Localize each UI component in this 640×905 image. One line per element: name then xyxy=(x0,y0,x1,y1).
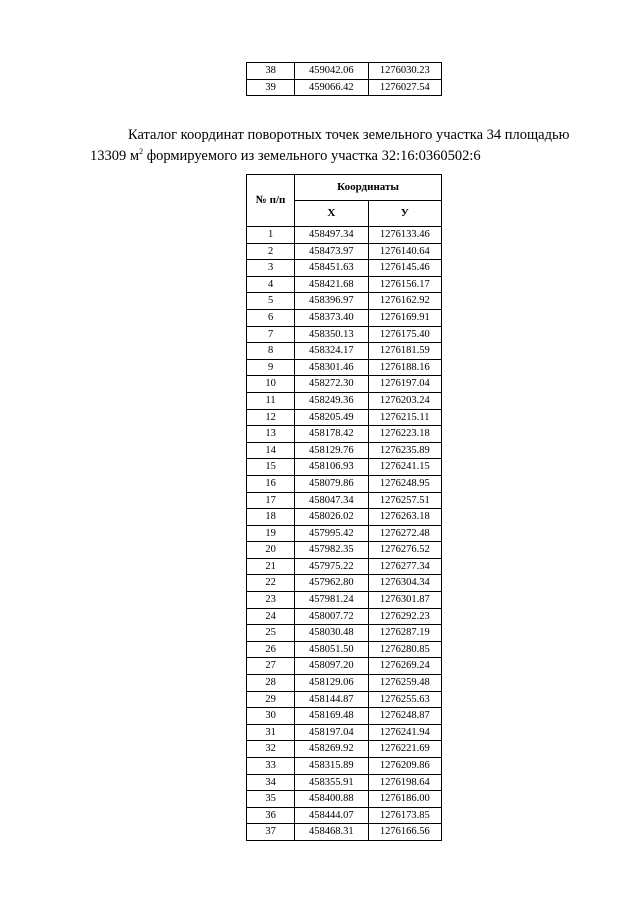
y-coordinate-cell: 1276197.04 xyxy=(368,376,442,393)
y-coordinate-cell: 1276186.00 xyxy=(368,791,442,808)
y-coordinate-cell: 1276133.46 xyxy=(368,227,442,244)
table-row xyxy=(247,791,442,808)
table-row xyxy=(247,442,442,459)
table-row xyxy=(247,758,442,775)
table-row xyxy=(247,79,442,96)
point-number-cell: 5 xyxy=(247,293,295,310)
table-row xyxy=(247,309,442,326)
catalog-heading-text1: Каталог координат поворотных точек земельного участка 34 площадью xyxy=(128,127,570,143)
table-row xyxy=(247,608,442,625)
x-coordinate-cell: 457975.22 xyxy=(295,558,368,575)
point-number-cell: 29 xyxy=(247,691,295,708)
point-number-cell: 7 xyxy=(247,326,295,343)
x-coordinate-cell: 458249.36 xyxy=(295,392,368,409)
point-number-cell: 15 xyxy=(247,459,295,476)
y-coordinate-cell: 1276259.48 xyxy=(368,675,442,692)
point-number-cell: 8 xyxy=(247,343,295,360)
table-row xyxy=(247,708,442,725)
catalog-heading-line1 xyxy=(128,124,569,146)
y-coordinate-cell: 1276145.46 xyxy=(368,260,442,277)
x-coordinate-cell: 458468.31 xyxy=(295,824,368,841)
x-coordinate-cell: 458129.06 xyxy=(295,675,368,692)
x-coordinate-cell: 458079.86 xyxy=(295,475,368,492)
point-number-cell: 24 xyxy=(247,608,295,625)
y-coordinate-cell: 1276272.48 xyxy=(368,525,442,542)
point-number-cell: 21 xyxy=(247,558,295,575)
table-row xyxy=(247,658,442,675)
table-row xyxy=(247,426,442,443)
table-row xyxy=(247,293,442,310)
point-number-cell: 34 xyxy=(247,774,295,791)
y-coordinate-cell: 1276263.18 xyxy=(368,509,442,526)
x-coordinate-cell: 458373.40 xyxy=(295,309,368,326)
x-coordinate-cell: 458301.46 xyxy=(295,359,368,376)
x-coordinate-cell: 458144.87 xyxy=(295,691,368,708)
point-number-cell: 9 xyxy=(247,359,295,376)
point-number-cell: 17 xyxy=(247,492,295,509)
header-point-number: № п/п xyxy=(247,175,295,227)
area-unit-superscript: 2 xyxy=(139,147,144,157)
coordinates-table-header xyxy=(247,175,442,227)
point-number-cell: 31 xyxy=(247,724,295,741)
previous-coordinates-table xyxy=(246,62,442,96)
y-coordinate-cell: 1276169.91 xyxy=(368,309,442,326)
catalog-heading-line2 xyxy=(90,145,481,167)
point-number-cell: 35 xyxy=(247,791,295,808)
x-coordinate-cell: 458178.42 xyxy=(295,426,368,443)
y-coordinate-cell: 1276248.95 xyxy=(368,475,442,492)
x-coordinate-cell: 459042.06 xyxy=(295,63,368,80)
table-row xyxy=(247,641,442,658)
table-row xyxy=(247,525,442,542)
y-coordinate-cell: 1276223.18 xyxy=(368,426,442,443)
y-coordinate-cell: 1276181.59 xyxy=(368,343,442,360)
x-coordinate-cell: 458197.04 xyxy=(295,724,368,741)
point-number-cell: 36 xyxy=(247,807,295,824)
x-coordinate-cell: 458355.91 xyxy=(295,774,368,791)
y-coordinate-cell: 1276241.15 xyxy=(368,459,442,476)
y-coordinate-cell: 1276255.63 xyxy=(368,691,442,708)
table-row xyxy=(247,542,442,559)
x-coordinate-cell: 458205.49 xyxy=(295,409,368,426)
table-row xyxy=(247,326,442,343)
point-number-cell: 14 xyxy=(247,442,295,459)
table-row xyxy=(247,824,442,841)
y-coordinate-cell: 1276276.52 xyxy=(368,542,442,559)
table-row xyxy=(247,343,442,360)
table-row xyxy=(247,575,442,592)
point-number-cell: 12 xyxy=(247,409,295,426)
table-row xyxy=(247,625,442,642)
y-coordinate-cell: 1276175.40 xyxy=(368,326,442,343)
table-row xyxy=(247,724,442,741)
point-number-cell: 4 xyxy=(247,276,295,293)
table-row xyxy=(247,492,442,509)
point-number-cell: 38 xyxy=(247,63,295,80)
table-row xyxy=(247,691,442,708)
table-row xyxy=(247,475,442,492)
point-number-cell: 13 xyxy=(247,426,295,443)
table-row xyxy=(247,392,442,409)
y-coordinate-cell: 1276188.16 xyxy=(368,359,442,376)
previous-coordinates-body xyxy=(247,63,442,96)
y-coordinate-cell: 1276241.94 xyxy=(368,724,442,741)
y-coordinate-cell: 1276280.85 xyxy=(368,641,442,658)
point-number-cell: 22 xyxy=(247,575,295,592)
table-row xyxy=(247,675,442,692)
coordinates-table xyxy=(246,174,442,841)
table-row xyxy=(247,592,442,609)
header-coordinates: Координаты xyxy=(295,175,442,201)
y-coordinate-cell: 1276304.34 xyxy=(368,575,442,592)
y-coordinate-cell: 1276162.92 xyxy=(368,293,442,310)
y-coordinate-cell: 1276269.24 xyxy=(368,658,442,675)
y-coordinate-cell: 1276301.87 xyxy=(368,592,442,609)
point-number-cell: 33 xyxy=(247,758,295,775)
x-coordinate-cell: 457982.35 xyxy=(295,542,368,559)
table-row xyxy=(247,807,442,824)
point-number-cell: 37 xyxy=(247,824,295,841)
table-row xyxy=(247,741,442,758)
point-number-cell: 25 xyxy=(247,625,295,642)
x-coordinate-cell: 457981.24 xyxy=(295,592,368,609)
x-coordinate-cell: 458497.34 xyxy=(295,227,368,244)
table-row xyxy=(247,376,442,393)
y-coordinate-cell: 1276287.19 xyxy=(368,625,442,642)
x-coordinate-cell: 458272.30 xyxy=(295,376,368,393)
point-number-cell: 6 xyxy=(247,309,295,326)
table-row xyxy=(247,558,442,575)
header-x: X xyxy=(295,201,368,227)
y-coordinate-cell: 1276235.89 xyxy=(368,442,442,459)
x-coordinate-cell: 458129.76 xyxy=(295,442,368,459)
x-coordinate-cell: 458324.17 xyxy=(295,343,368,360)
table-row xyxy=(247,774,442,791)
table-row xyxy=(247,276,442,293)
x-coordinate-cell: 458026.02 xyxy=(295,509,368,526)
x-coordinate-cell: 457962.80 xyxy=(295,575,368,592)
x-coordinate-cell: 458350.13 xyxy=(295,326,368,343)
point-number-cell: 28 xyxy=(247,675,295,692)
point-number-cell: 2 xyxy=(247,243,295,260)
x-coordinate-cell: 458315.89 xyxy=(295,758,368,775)
x-coordinate-cell: 458030.48 xyxy=(295,625,368,642)
y-coordinate-cell: 1276209.86 xyxy=(368,758,442,775)
point-number-cell: 20 xyxy=(247,542,295,559)
point-number-cell: 23 xyxy=(247,592,295,609)
x-coordinate-cell: 457995.42 xyxy=(295,525,368,542)
x-coordinate-cell: 458421.68 xyxy=(295,276,368,293)
y-coordinate-cell: 1276156.17 xyxy=(368,276,442,293)
x-coordinate-cell: 458047.34 xyxy=(295,492,368,509)
y-coordinate-cell: 1276027.54 xyxy=(368,79,441,96)
x-coordinate-cell: 458051.50 xyxy=(295,641,368,658)
x-coordinate-cell: 459066.42 xyxy=(295,79,368,96)
point-number-cell: 3 xyxy=(247,260,295,277)
y-coordinate-cell: 1276203.24 xyxy=(368,392,442,409)
y-coordinate-cell: 1276173.85 xyxy=(368,807,442,824)
y-coordinate-cell: 1276030.23 xyxy=(368,63,441,80)
y-coordinate-cell: 1276221.69 xyxy=(368,741,442,758)
header-y: У xyxy=(368,201,442,227)
x-coordinate-cell: 458097.20 xyxy=(295,658,368,675)
x-coordinate-cell: 458269.92 xyxy=(295,741,368,758)
point-number-cell: 26 xyxy=(247,641,295,658)
point-number-cell: 30 xyxy=(247,708,295,725)
point-number-cell: 18 xyxy=(247,509,295,526)
y-coordinate-cell: 1276292.23 xyxy=(368,608,442,625)
x-coordinate-cell: 458396.97 xyxy=(295,293,368,310)
x-coordinate-cell: 458106.93 xyxy=(295,459,368,476)
table-row xyxy=(247,409,442,426)
y-coordinate-cell: 1276166.56 xyxy=(368,824,442,841)
x-coordinate-cell: 458444.07 xyxy=(295,807,368,824)
source-parcel-text: формируемого из земельного участка 32:16:0360502:6 xyxy=(143,148,481,164)
point-number-cell: 19 xyxy=(247,525,295,542)
x-coordinate-cell: 458169.48 xyxy=(295,708,368,725)
point-number-cell: 10 xyxy=(247,376,295,393)
header-row-1 xyxy=(247,175,442,201)
point-number-cell: 11 xyxy=(247,392,295,409)
x-coordinate-cell: 458007.72 xyxy=(295,608,368,625)
x-coordinate-cell: 458451.63 xyxy=(295,260,368,277)
point-number-cell: 16 xyxy=(247,475,295,492)
point-number-cell: 32 xyxy=(247,741,295,758)
point-number-cell: 27 xyxy=(247,658,295,675)
y-coordinate-cell: 1276198.64 xyxy=(368,774,442,791)
table-row xyxy=(247,359,442,376)
table-row xyxy=(247,459,442,476)
table-row xyxy=(247,260,442,277)
point-number-cell: 1 xyxy=(247,227,295,244)
y-coordinate-cell: 1276248.87 xyxy=(368,708,442,725)
table-row xyxy=(247,227,442,244)
y-coordinate-cell: 1276215.11 xyxy=(368,409,442,426)
point-number-cell: 39 xyxy=(247,79,295,96)
table-row xyxy=(247,243,442,260)
y-coordinate-cell: 1276257.51 xyxy=(368,492,442,509)
y-coordinate-cell: 1276140.64 xyxy=(368,243,442,260)
x-coordinate-cell: 458400.88 xyxy=(295,791,368,808)
coordinates-table-body xyxy=(247,227,442,841)
area-value: 13309 м xyxy=(90,148,140,164)
y-coordinate-cell: 1276277.34 xyxy=(368,558,442,575)
table-row xyxy=(247,509,442,526)
x-coordinate-cell: 458473.97 xyxy=(295,243,368,260)
table-row xyxy=(247,63,442,80)
